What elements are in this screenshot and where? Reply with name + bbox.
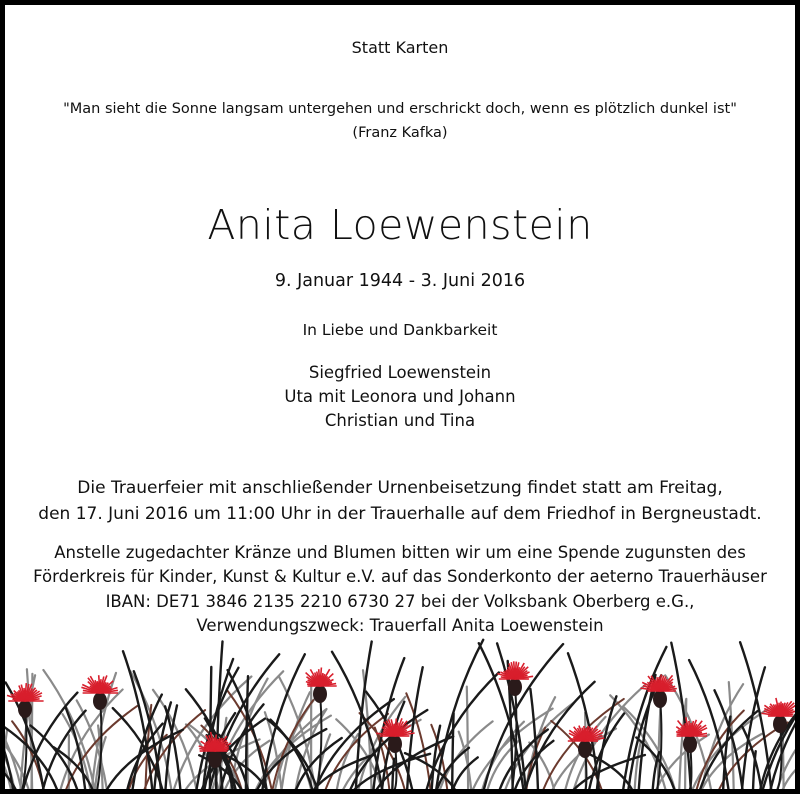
donation-info-line: Verwendungszweck: Trauerfall Anita Loewenstein — [196, 616, 604, 635]
grass-blade — [459, 732, 472, 789]
thistle-grass-border-icon — [5, 629, 795, 789]
notice-heading: Statt Karten — [351, 38, 449, 57]
kafka-quote: "Man sieht die Sonne langsam untergehen und erschrickt doch, wenn es plötzlich dunkel ist" — [63, 101, 737, 117]
quote-author: (Franz Kafka) — [352, 125, 448, 141]
donation-info-line: IBAN: DE71 3846 2135 2210 6730 27 bei der Volksbank Oberberg e.G., — [105, 592, 695, 611]
gratitude-line: In Liebe und Dankbarkeit — [302, 321, 498, 339]
deceased-name: Anita Loewenstein — [207, 201, 593, 249]
donation-info-line: Anstelle zugedachter Kränze und Blumen bitten wir um eine Spende zugunsten des — [54, 543, 746, 562]
grass-blade — [407, 667, 423, 789]
mourner-name: Christian und Tina — [324, 411, 476, 430]
grass-blade — [452, 757, 477, 789]
mourner-name: Uta mit Leonora und Johann — [284, 387, 516, 406]
grass-blade — [392, 759, 394, 789]
grass-blade — [467, 687, 468, 789]
mourner-name: Siegfried Loewenstein — [308, 363, 492, 382]
service-info-line: den 17. Juni 2016 um 11:00 Uhr in der Trauerhalle auf dem Friedhof in Bergneustadt. — [38, 504, 762, 524]
life-dates: 9. Januar 1944 - 3. Juni 2016 — [274, 271, 526, 291]
grass-blade — [452, 713, 453, 789]
service-info-line: Die Trauerfeier mit anschließender Urnenbeisetzung findet statt am Freitag, — [77, 478, 723, 498]
donation-info-line: Förderkreis für Kinder, Kunst & Kultur e.V. auf das Sonderkonto der aeterno Trauerhäuser — [33, 567, 767, 586]
